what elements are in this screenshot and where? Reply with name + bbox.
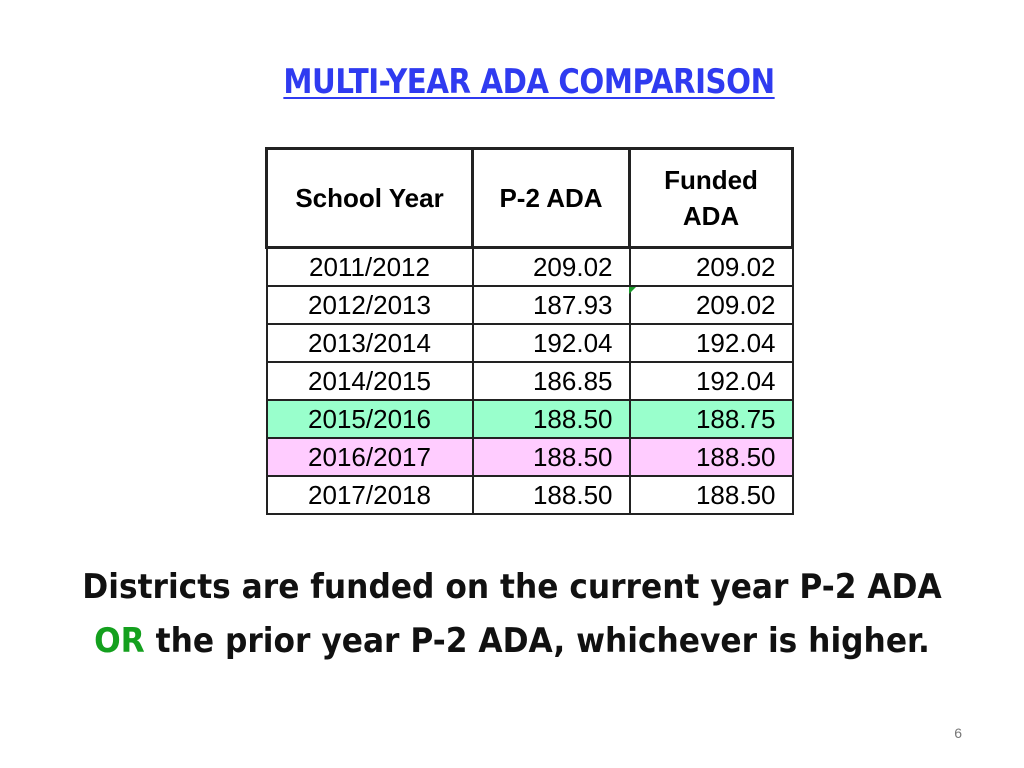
statement-line-1: Districts are funded on the current year P-2 ADA [82,567,942,607]
cell-p2-ada: 188.50 [473,438,630,476]
table-row [267,248,793,287]
header-funded-ada [630,149,793,248]
cell-school-year: 2014/2015 [267,362,473,400]
slide-title: MULTI-YEAR ADA COMPARISON [283,62,775,102]
cell-p2-ada: 187.93 [473,286,630,324]
table-header-row [267,149,793,248]
cell-school-year: 2013/2014 [267,324,473,362]
cell-p2-ada: 192.04 [473,324,630,362]
statement-line-2 [41,614,983,668]
statement-or-word: OR [94,621,145,661]
cell-p2-ada: 188.50 [473,476,630,514]
header-funded-ada-line1: Funded [664,165,758,195]
ada-comparison-table [265,147,794,515]
cell-p2-ada: 188.50 [473,400,630,438]
cell-funded-ada: 192.04 [630,362,793,400]
cell-funded-ada: 188.50 [630,438,793,476]
cell-p2-ada: 209.02 [473,248,630,287]
header-p2-ada: P-2 ADA [473,149,630,248]
header-school-year: School Year [267,149,473,248]
table-row-highlight-pink [267,438,793,476]
cell-funded-ada: 209.02 [630,286,793,324]
table-row [267,362,793,400]
cell-funded-ada: 188.50 [630,476,793,514]
cell-school-year: 2017/2018 [267,476,473,514]
header-funded-ada-line2: ADA [682,201,740,231]
cell-funded-ada: 209.02 [630,248,793,287]
cell-p2-ada: 186.85 [473,362,630,400]
cell-funded-ada: 188.75 [630,400,793,438]
cell-comment-marker-icon [629,287,636,294]
cell-funded-ada: 192.04 [630,324,793,362]
cell-school-year: 2015/2016 [267,400,473,438]
page-number: 6 [954,725,962,741]
cell-school-year: 2012/2013 [267,286,473,324]
table-row [267,324,793,362]
cell-school-year: 2011/2012 [267,248,473,287]
funding-statement [0,560,1024,668]
statement-line-2-rest: the prior year P-2 ADA, whichever is higher. [144,621,930,661]
table-row-highlight-green [267,400,793,438]
cell-school-year: 2016/2017 [267,438,473,476]
table-row [267,476,793,514]
table-row [267,286,793,324]
